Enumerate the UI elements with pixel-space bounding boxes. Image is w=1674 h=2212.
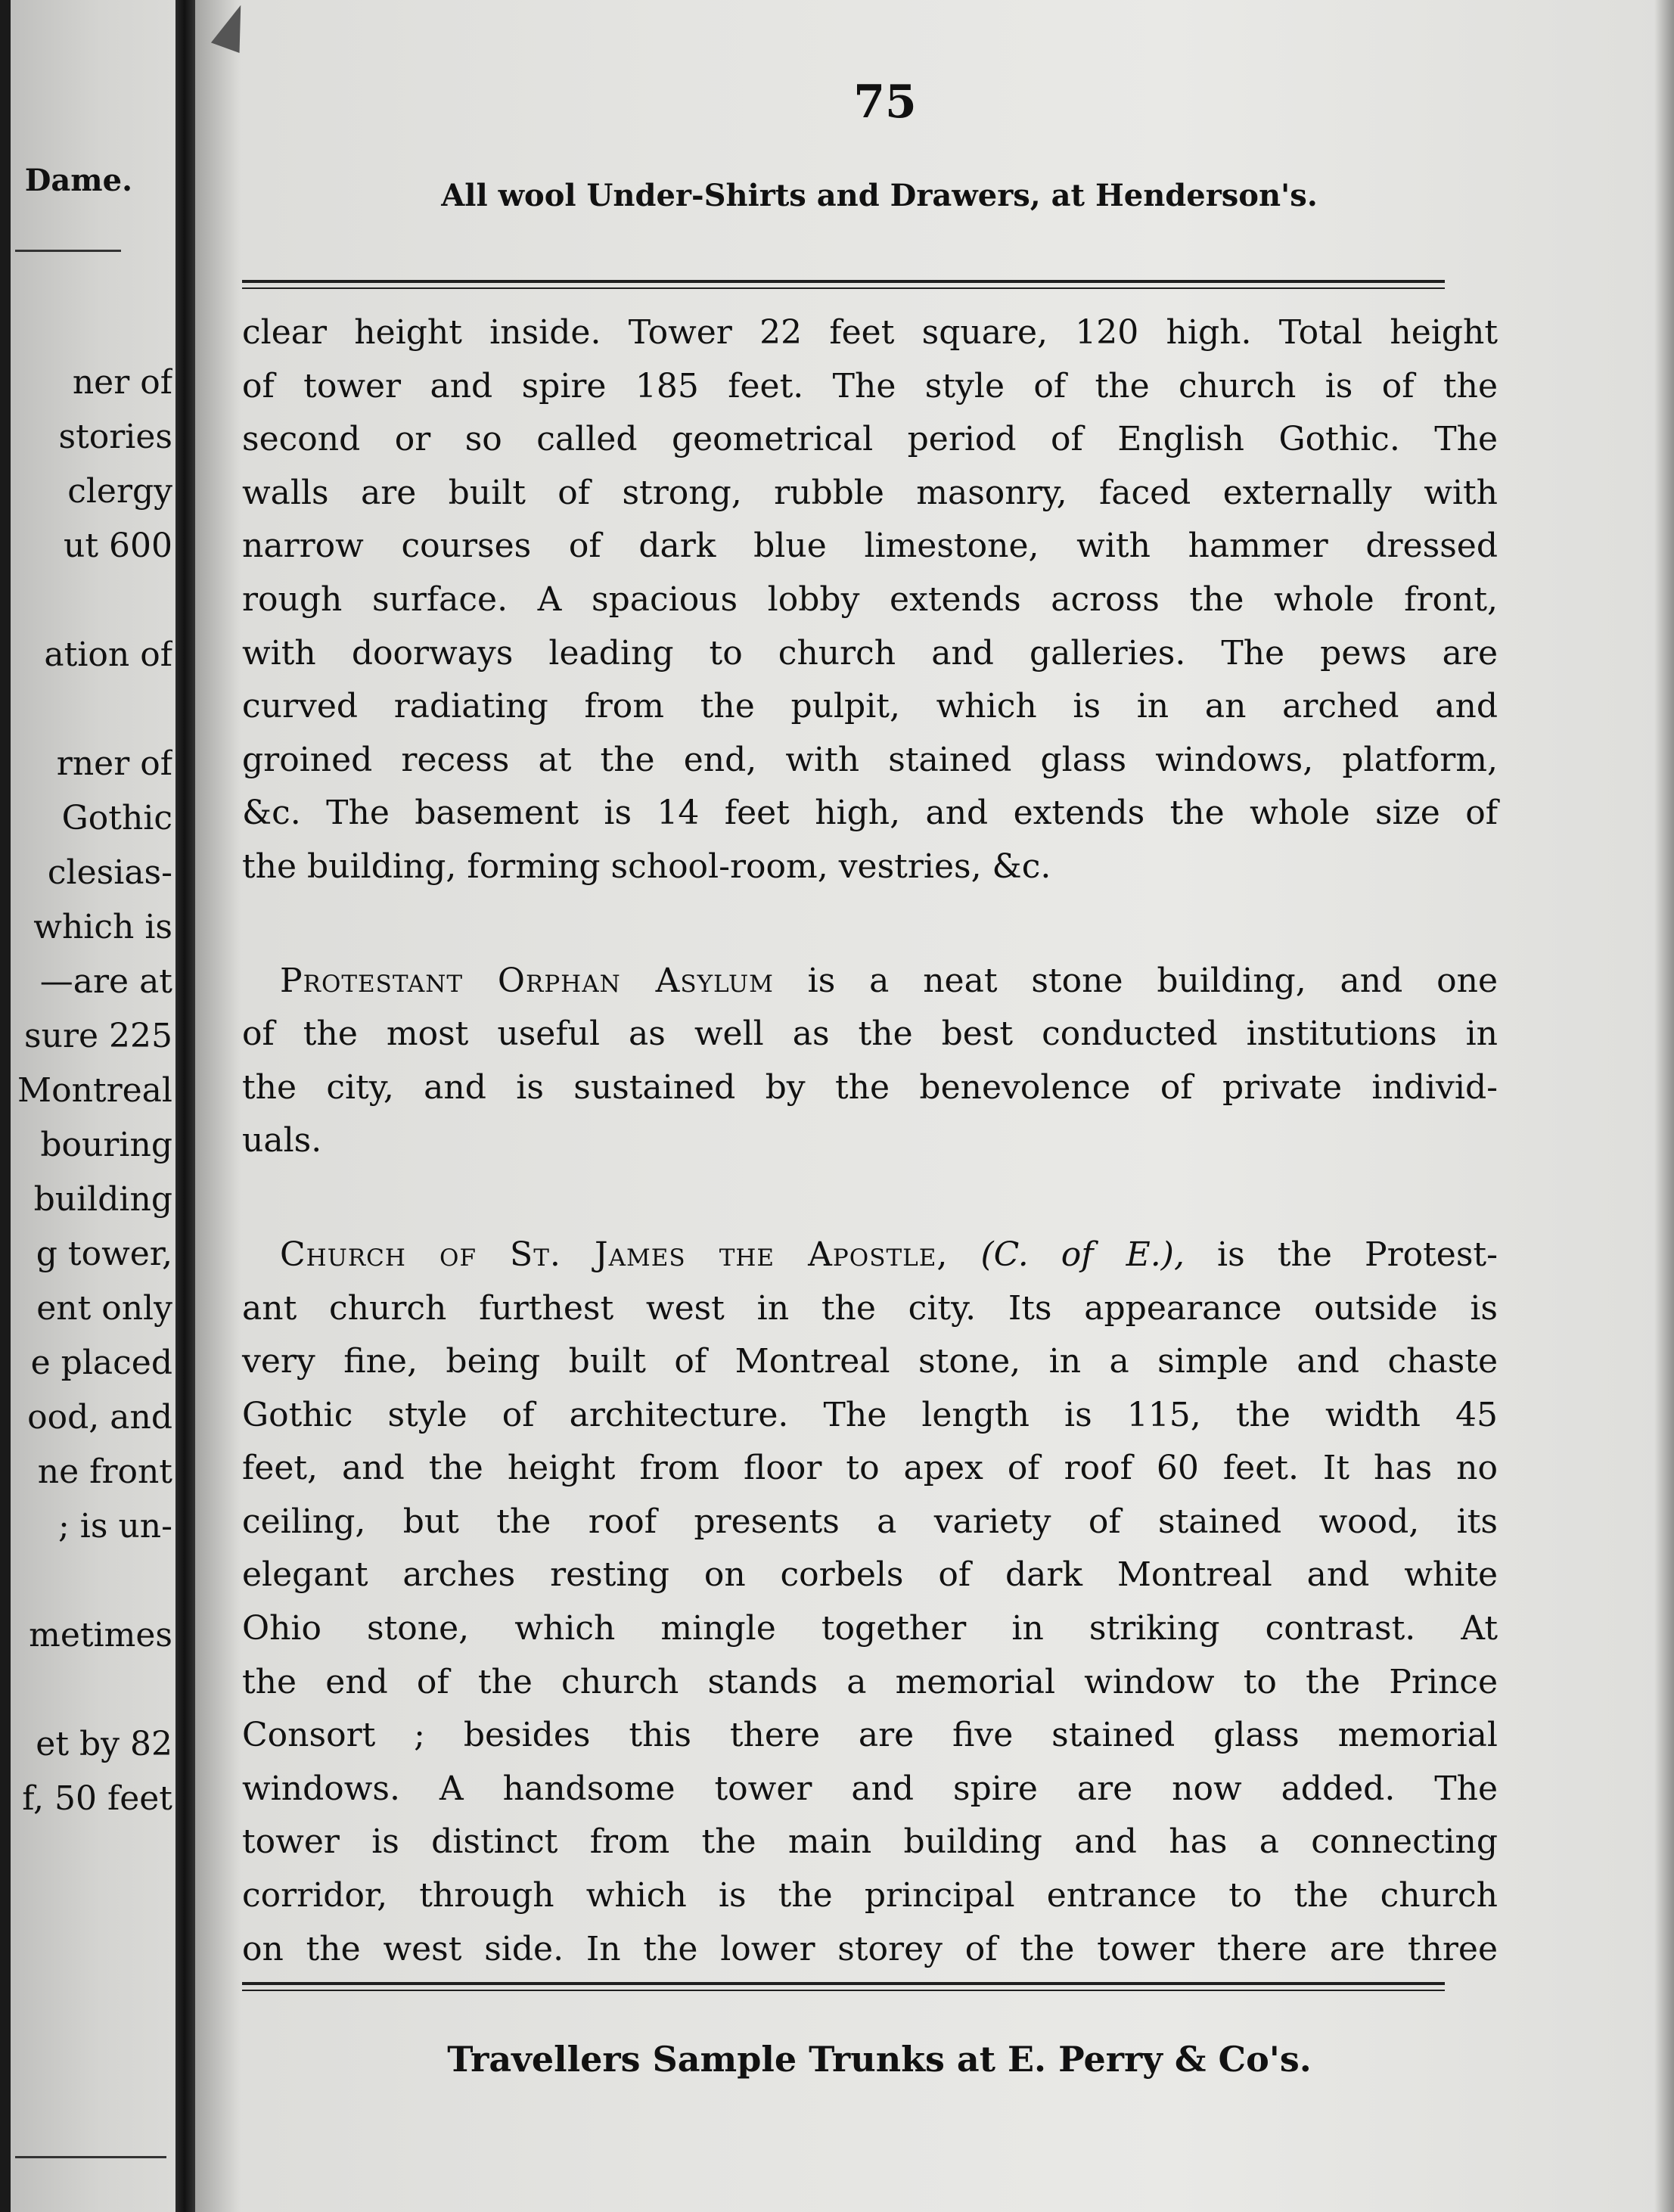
text-line: Gothic style of architecture. The length is 115, the width 45 (242, 1395, 1498, 1434)
text-line: second or so called geometrical period of English Gothic. The (242, 420, 1498, 459)
header-rule-thin (242, 287, 1445, 289)
text-line: the city, and is sustained by the benevolence of private individ- (242, 1067, 1498, 1107)
text-line: uals. (242, 1121, 322, 1160)
fragment-line: e placed (30, 1344, 172, 1382)
text-line: Consort ; besides this there are five stained glass memorial (242, 1716, 1498, 1755)
text-line: with doorways leading to church and galleries. The pews are (242, 633, 1498, 673)
section-heading: Church of St. James the Apostle, (280, 1235, 949, 1274)
fragment-line (0, 1554, 172, 1608)
fragment-line (0, 682, 172, 737)
text-line: Ohio stone, which mingle together in striking contrast. At (242, 1609, 1498, 1648)
fragment-line: clesias- (47, 853, 172, 892)
fragment-line: sure 225 (24, 1017, 172, 1055)
paragraph-first-line (242, 1229, 1498, 1282)
text-run: is the Protest- (1217, 1235, 1498, 1274)
text-line: ant church furthest west in the city. Its appearance outside is (242, 1288, 1498, 1328)
left-page-fragments (0, 356, 172, 1826)
fragment-line: f, 50 feet (22, 1779, 172, 1818)
paragraph-first-line (242, 955, 1498, 1008)
text-line: very fine, being built of Montreal stone, in a simple and chaste (242, 1342, 1498, 1381)
fragment-line: metimes (29, 1616, 172, 1654)
text-line: groined recess at the end, with stained glass windows, platform, (242, 740, 1498, 779)
fragment-line: Montreal (17, 1071, 172, 1110)
fragment-line: g tower, (36, 1235, 172, 1273)
footer-rule-thin (242, 1990, 1445, 1991)
header-rule (242, 280, 1445, 283)
section-heading: Protestant Orphan Asylum (280, 961, 774, 1000)
fragment-line: ut 600 (64, 527, 172, 565)
text-line: the end of the church stands a memorial window to the Prince (242, 1662, 1498, 1701)
fragment-line: clergy (67, 472, 172, 511)
text-line: of tower and spire 185 feet. The style of the church is of the (242, 366, 1498, 405)
text-line: elegant arches resting on corbels of dark Montreal and white (242, 1555, 1498, 1595)
fragment-line: ner of (72, 363, 172, 402)
text-line: walls are built of strong, rubble masonry, faced externally with (242, 473, 1498, 512)
text-line: curved radiating from the pulpit, which is in an arched and (242, 687, 1498, 726)
text-line: the building, forming school-room, vestries, &c. (242, 847, 1051, 886)
scan-border-right (1654, 0, 1674, 2212)
fragment-line: building (33, 1180, 172, 1219)
text-line: feet, and the height from floor to apex of roof 60 feet. It has no (242, 1449, 1498, 1488)
footer-rule (242, 1982, 1445, 1985)
fragment-line: Gothic (61, 799, 172, 837)
text-line: ceiling, but the roof presents a variety of stained wood, its (242, 1502, 1498, 1541)
left-page-title: Dame. (24, 163, 132, 198)
text-line: of the most useful as well as the best conducted institutions in (242, 1014, 1498, 1054)
fragment-line: ; is un- (58, 1507, 172, 1546)
fragment-line: —are at (39, 962, 172, 1001)
footer-advertisement: Travellers Sample Trunks at E. Perry & Co's. (447, 2039, 1312, 2080)
text-line: corridor, through which is the principal entrance to the church (242, 1876, 1498, 1915)
text-run: is a neat stone building, and one (807, 961, 1498, 1000)
book-gutter (175, 0, 195, 2212)
body-text (242, 306, 1498, 1976)
fragment-line: stories (58, 418, 172, 456)
text-line: tower is distinct from the main building and has a connecting (242, 1822, 1498, 1862)
left-page-rule (15, 250, 121, 252)
page-number: 75 (853, 76, 917, 129)
text-line: windows. A handsome tower and spire are now added. The (242, 1769, 1498, 1808)
text-line: rough surface. A spacious lobby extends across the whole front, (242, 579, 1498, 619)
fragment-line: ne front (37, 1452, 172, 1491)
fragment-line: et by 82 (36, 1725, 172, 1763)
fragment-line: which is (33, 908, 172, 946)
text-line: narrow courses of dark blue limestone, with hammer dressed (242, 527, 1498, 566)
text-line: on the west side. In the lower storey of the tower there are three (242, 1929, 1498, 1968)
text-line: clear height inside. Tower 22 feet square, 120 high. Total height (242, 313, 1498, 352)
fragment-line: ent only (36, 1289, 172, 1328)
fragment-line: rner of (56, 744, 172, 783)
gutter-shadow (195, 0, 241, 2212)
denomination: (C. of E.), (980, 1235, 1185, 1274)
fragment-line (0, 1663, 172, 1717)
text-line: &c. The basement is 14 feet high, and extends the whole size of (242, 794, 1498, 833)
fragment-line: ation of (44, 635, 172, 674)
left-page-bottom-rule (15, 2156, 166, 2158)
fragment-line: ood, and (27, 1398, 172, 1437)
fragment-line: bouring (40, 1126, 172, 1164)
fragment-line (0, 573, 172, 628)
header-advertisement: All wool Under-Shirts and Drawers, at Henderson's. (441, 178, 1318, 213)
